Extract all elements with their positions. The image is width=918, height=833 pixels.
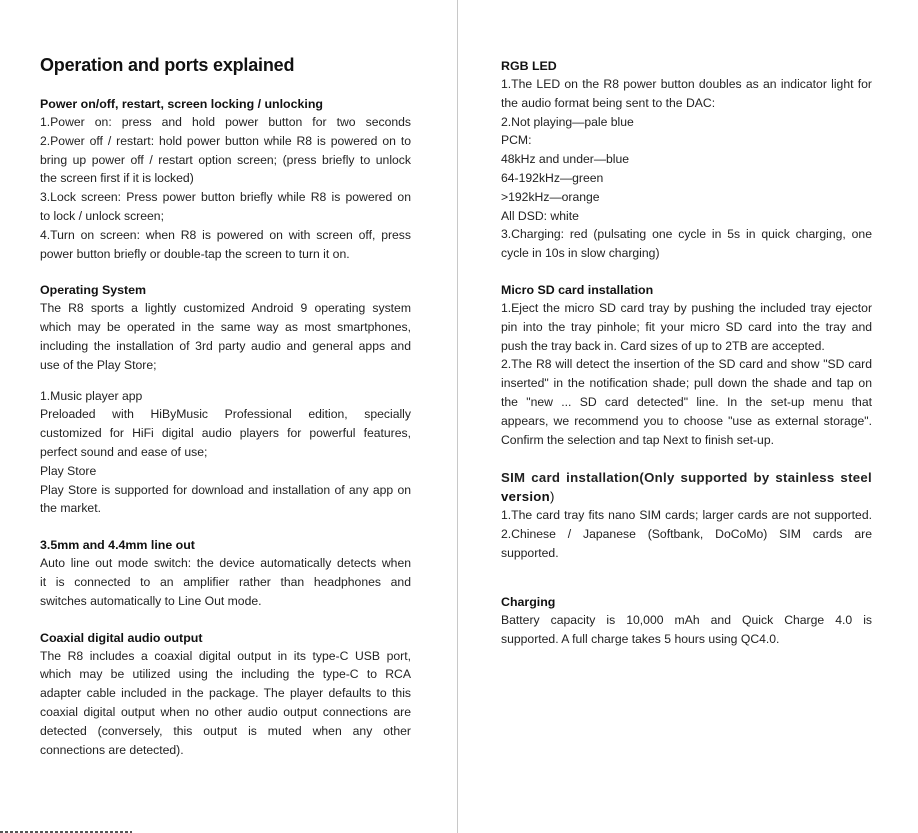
text-line: Play Store [40, 463, 97, 478]
text-line: supported. [501, 545, 559, 560]
section-heading: 3.5mm and 4.4mm line out [40, 538, 195, 553]
text-line: >192kHz—orange [501, 189, 600, 204]
text-line: Play Store is supported for download and installation of any app on [40, 482, 411, 497]
text-line: 1.Power on: press and hold power button for two seconds [40, 115, 411, 129]
section-charging [501, 594, 872, 649]
text-line: Confirm the selection and tap Next to finish set-up. [501, 432, 775, 447]
text-line: 48kHz and under—blue [501, 152, 630, 167]
text-line: 2.Chinese / Japanese (Softbank, DoCoMo) SIM cards are [501, 527, 872, 542]
text-line: pin into the tray pinhole; fit your micro SD card into the tray and [501, 319, 872, 334]
text-line: adapter cable included in the package. The player defaults to this [40, 686, 411, 701]
text-line: 1.The LED on the R8 power button doubles as an indicator light for [501, 77, 872, 91]
text-line: PCM: [501, 133, 532, 148]
text-line: to lock / unlock screen; [40, 208, 164, 223]
text-line: 2.Not playing—pale blue [501, 114, 634, 129]
text-line: bring up power off / restart option screen; (press briefly to unlock [40, 152, 411, 167]
text-line: 2.Power off / restart: hold power button while R8 is powered on to [40, 133, 411, 148]
text-line: the screen first if it is locked) [40, 171, 194, 186]
section-operating-system [40, 282, 411, 518]
text-line: customized for HiFi digital audio players for powerful features, [40, 426, 411, 441]
text-line: 1.Eject the micro SD card tray by pushing the included tray ejector [501, 300, 872, 315]
text-line: 4.Turn on screen: when R8 is powered on with screen off, press [40, 227, 411, 242]
heading-paren: ) [550, 489, 555, 505]
text-line: cycle in 10s in slow charging) [501, 246, 660, 261]
text-line: 3.Charging: red (pulsating one cycle in 5s in quick charging, one [501, 227, 872, 242]
section-heading: Power on/off, restart, screen locking / unlocking [40, 97, 323, 111]
section-line-out [40, 537, 411, 610]
section-rgb-led [501, 58, 872, 263]
text-line: connections are detected). [40, 742, 184, 757]
section-heading: RGB LED [501, 59, 557, 73]
section-heading: SIM card installation(Only supported by stainless steel [501, 470, 872, 486]
heading-word: version [501, 489, 551, 505]
text-line: Auto line out mode switch: the device automatically detects when [40, 556, 411, 571]
text-line: power button briefly or double-tap the screen to turn it on. [40, 246, 350, 261]
section-heading: Coaxial digital audio output [40, 630, 203, 645]
text-line: use of the Play Store; [40, 357, 157, 372]
text-line: All DSD: white [501, 208, 579, 223]
section-coaxial [40, 630, 411, 760]
section-heading: Charging [501, 594, 556, 609]
text-line: it is connected to an amplifier rather than headphones and [40, 574, 411, 589]
text-line: the audio format being sent to the DAC: [501, 95, 716, 110]
right-page [459, 0, 918, 833]
section-sim-card [501, 468, 872, 562]
text-line: 1.The card tray fits nano SIM cards; larger cards are not supported. [501, 508, 872, 523]
section-heading-continued [501, 487, 872, 506]
section-micro-sd [501, 282, 872, 449]
text-line: 2.The R8 will detect the insertion of the SD card and show "SD card [501, 357, 872, 372]
text-line: coaxial digital output when no other audio output connections are [40, 704, 411, 719]
text-line: The R8 sports a lightly customized Android 9 operating system [40, 301, 411, 316]
text-line: the "new ... SD card detected" line. In the set-up menu that [501, 394, 872, 409]
text-line: 3.Lock screen: Press power button briefly while R8 is powered on [40, 190, 411, 205]
section-power [40, 96, 411, 263]
text-line: switches automatically to Line Out mode. [40, 593, 262, 608]
section-heading: Operating System [40, 283, 147, 298]
text-line: perfect sound and ease of use; [40, 444, 208, 459]
text-line: appears, we recommend you to choose "use as external storage". [501, 413, 872, 428]
text-line: which may be utilized using the including the type-C to RCA [40, 667, 411, 682]
text-line: 1.Music player app [40, 388, 143, 403]
text-line: detected (conversely, this output is muted when any other [40, 723, 411, 738]
text-line: the market. [40, 501, 101, 516]
text-line: 64-192kHz—green [501, 170, 604, 185]
text-line: including the installation of 3rd party audio and general apps and [40, 338, 411, 353]
page-title: Operation and ports explained [40, 55, 295, 75]
text-line: supported. A full charge takes 5 hours using QC4.0. [501, 631, 780, 646]
text-line: which may be operated in the same way as most smartphones, [40, 320, 411, 335]
text-line: push the tray back in. Card sizes of up to 2TB are accepted. [501, 338, 825, 353]
text-line: Preloaded with HiByMusic Professional edition, specially [40, 407, 411, 422]
text-line: Battery capacity is 10,000 mAh and Quick Charge 4.0 is [501, 612, 872, 627]
text-line: inserted" in the notification shade; pull down the shade and tap on [501, 376, 872, 391]
text-line: The R8 includes a coaxial digital output in its type-C USB port, [40, 648, 411, 663]
section-heading: Micro SD card installation [501, 282, 654, 297]
